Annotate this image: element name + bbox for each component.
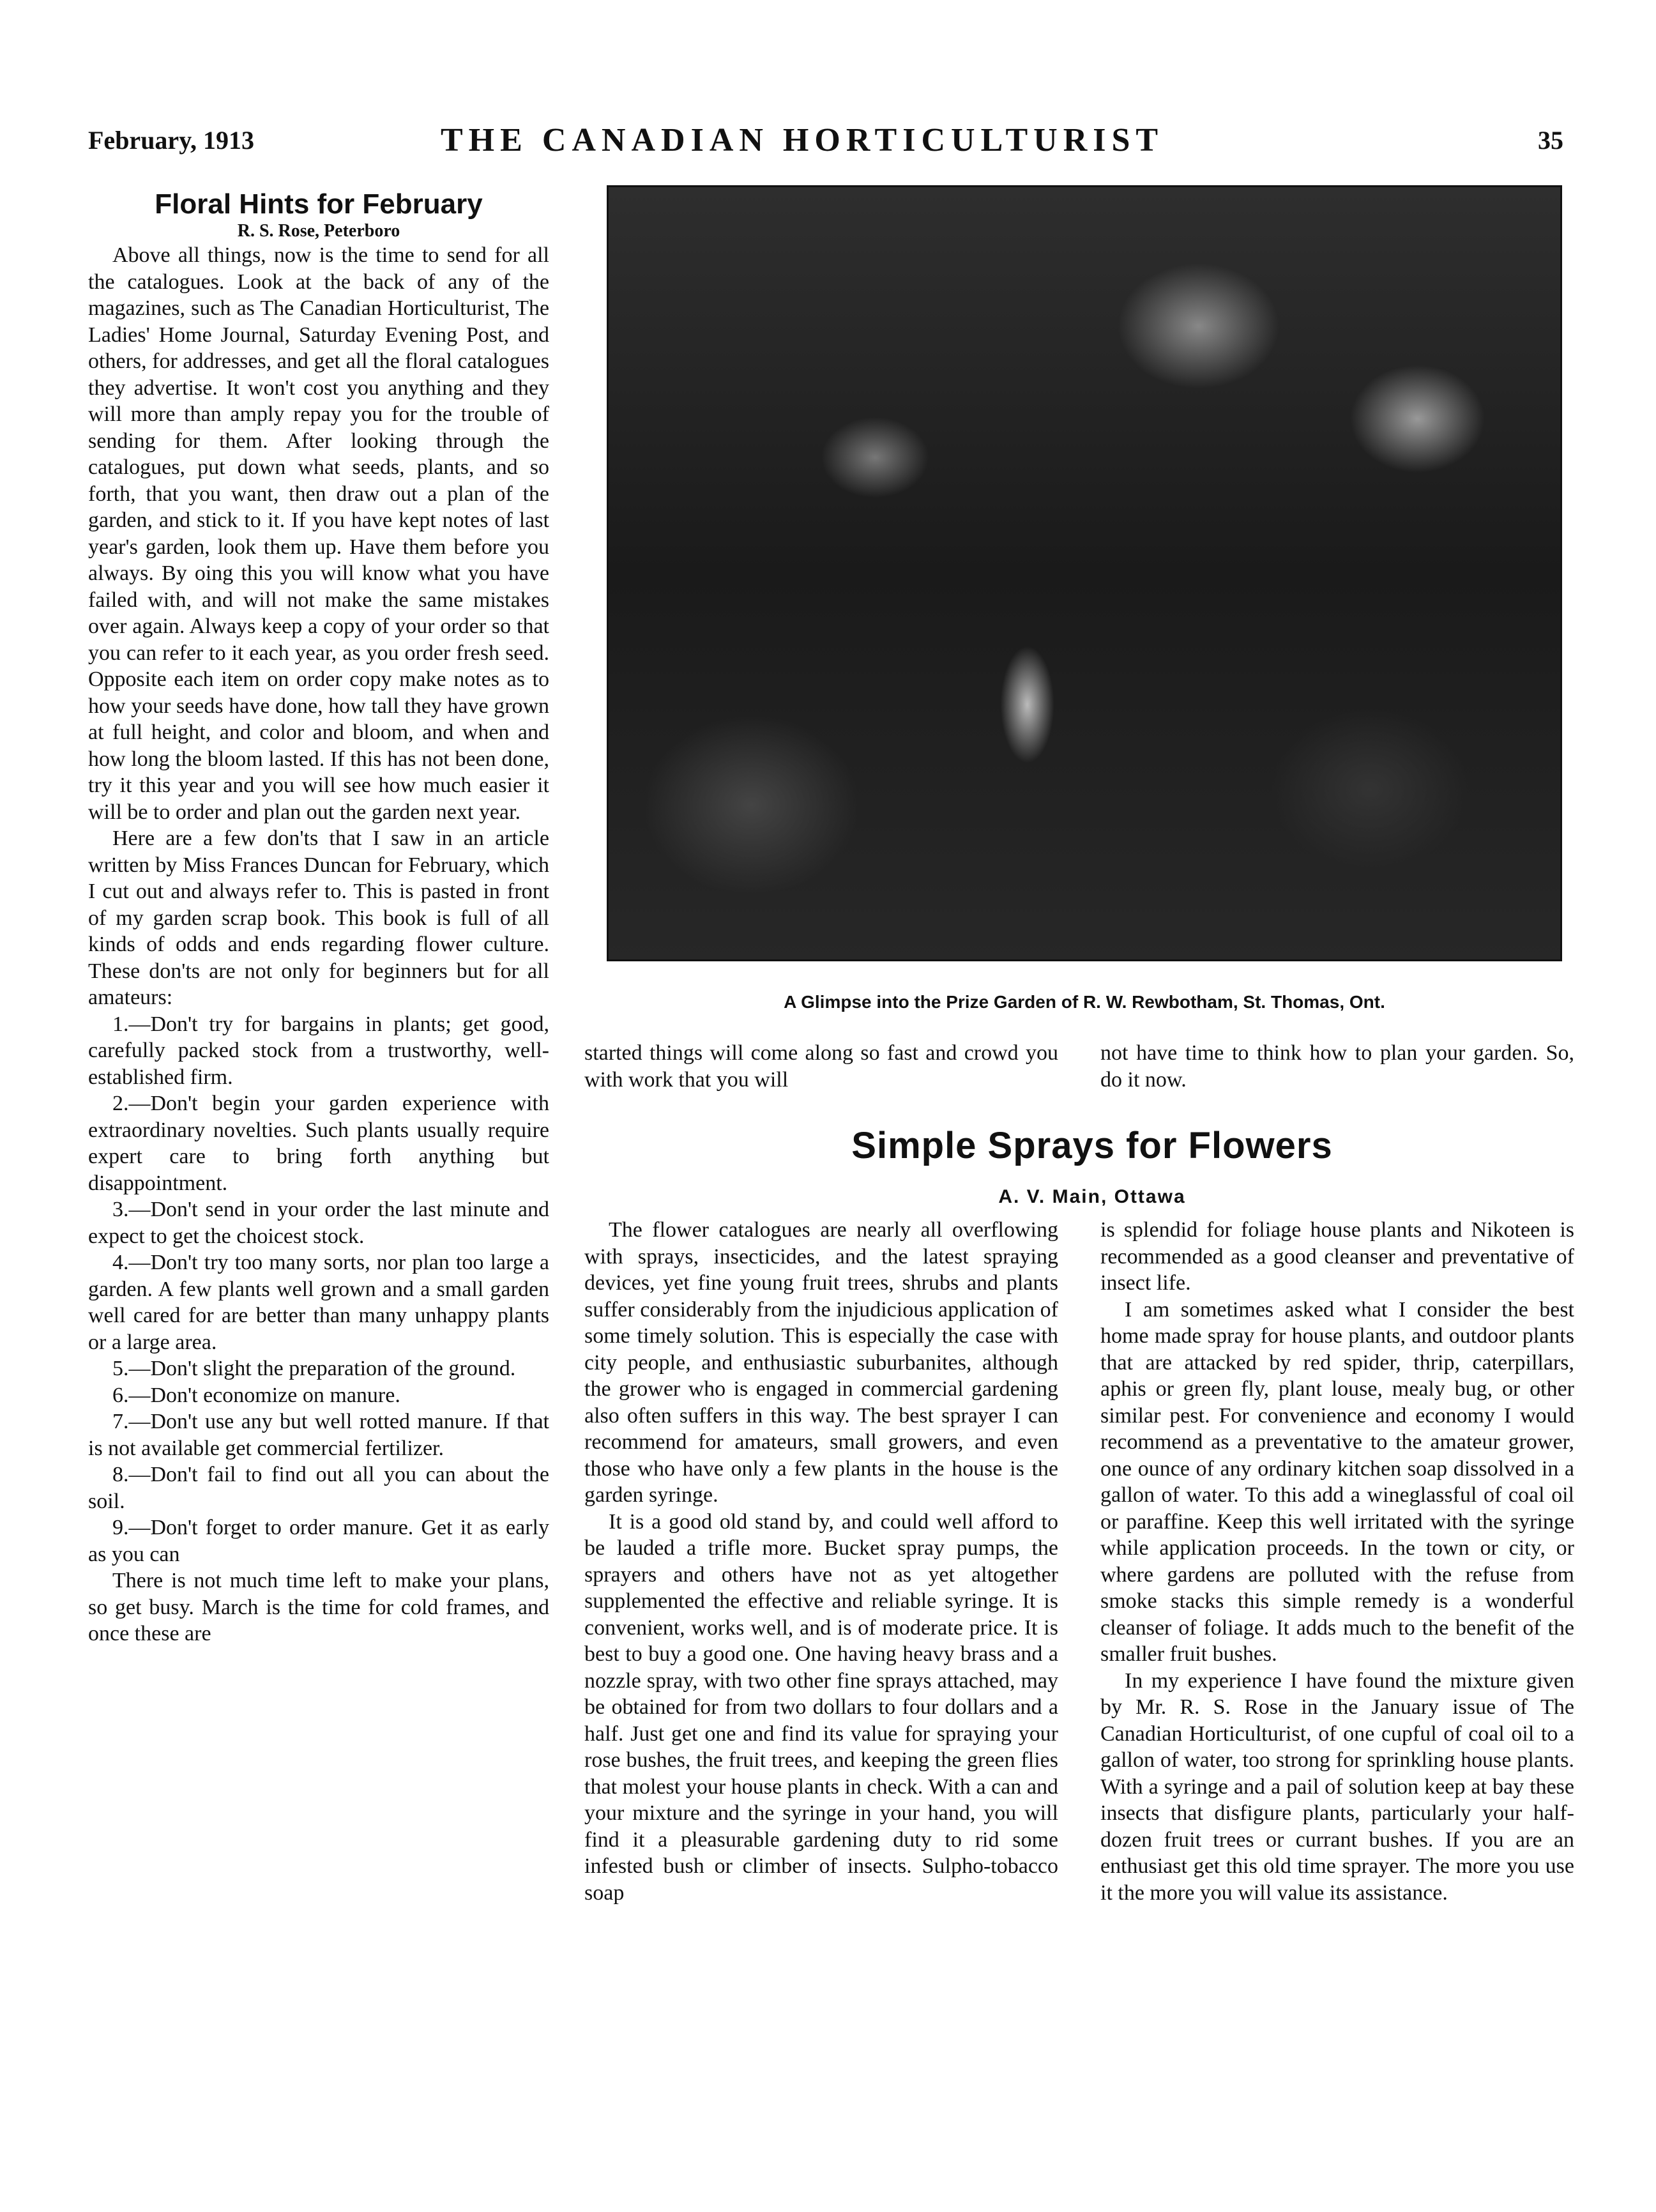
page-number: 35: [1538, 126, 1563, 155]
dont-item-9: 9.—Don't forget to order manure. Get it as early as you can: [88, 1516, 549, 1566]
dont-item-2: 2.—Don't begin your garden experience with extraordinary novelties. Such plants usually require expert care to bring forth anything but disappointment.: [88, 1092, 549, 1195]
floral-paragraph-3: There is not much time left to make your plans, so get busy. March is the time for cold frames, and once these are: [88, 1569, 549, 1645]
dont-item-3: 3.—Don't send in your order the last minute and expect to get the choicest stock.: [88, 1198, 549, 1248]
dont-item-6: 6.—Don't economize on manure.: [112, 1383, 400, 1407]
simple-sprays-byline: A. V. Main, Ottawa: [998, 1186, 1186, 1207]
dont-item-1: 1.—Don't try for bargains in plants; get good, carefully packed stock from a trustworthy, well-established firm.: [88, 1012, 549, 1089]
magazine-title: THE CANADIAN HORTICULTURIST: [441, 122, 1164, 158]
running-header: [0, 122, 1656, 170]
sprays-paragraph-5: In my experience I have found the mixture given by Mr. R. S. Rose in the January issue of The Canadian Horticulturist, of one cupful of coal oil to a gallon of water, too strong for sprinkling house plants. With a syringe and a pail of solution keep at bay these insects that disfigure plants, particularly your half-dozen fruit trees or currant bushes. If you are an enthusiast get this old time sprayer. The more you use it the more you will value its assistance.: [1100, 1668, 1574, 1905]
dont-item-7: 7.—Don't use any but well rotted manure. If that is not available get commercial fertilizer.: [88, 1410, 549, 1460]
floral-continuation-text: started things will come along so fast and crowd you with work that you will: [584, 1041, 1058, 1092]
floral-paragraph-2: Here are a few don'ts that I saw in an article written by Miss Frances Duncan for February, which I cut out and always refer to. This is pasted in front of my garden scrap book. This book is full of all kinds of odds and ends regarding flower culture. These don'ts are not only for beginners but for all amateurs:: [88, 827, 549, 1009]
floral-continued-middle: [584, 1040, 1058, 1093]
sprays-paragraph-2: It is a good old stand by, and could well afford to be lauded a trifle more. Bucket spray pumps, the sprayers and others have not as yet altogether supplemented the effective and reliable syringe. It is convenient, works well, and is of moderate price. It is best to buy a good one. One having heavy brass and a nozzle spray, with two other fine sprays attached, may be obtained for from two dollars to four dollars and a half. Just get one and find its value for spraying your rose bushes, the fruit trees, and keeping the green flies that molest your house plants in check. With a can and your mixture and the syringe in your hand, you will find it a pleasurable gardening duty to rid some infested bush or climber of insects. Sulpho-tobacco soap: [584, 1509, 1058, 1905]
floral-continued-right: [1100, 1040, 1574, 1093]
sprays-column-left: [584, 1217, 1058, 1906]
sprays-column-right: [1100, 1217, 1574, 1906]
floral-paragraph-1: Above all things, now is the time to send for all the catalogues. Look at the back of any of the magazines, such as The Canadian Horticulturist, The Ladies' Home Journal, Saturday Evening Post, and others, for addresses, and get all the floral catalogues they advertise. It won't cost you anything and they will more than amply repay you for the trouble of sending for them. After looking through the catalogues, put down what seeds, plants, and so forth, that you want, then draw out a plan of the garden, and stick to it. If you have kept notes of last year's garden, look them up. Have them before you always. By oing this you will know what you have failed with, and will not make the same mistakes over again. Always keep a copy of your order so that you can refer to it each year, as you order fresh seed. Opposite each item on order copy make notes as to how your seeds have done, how tall they have grown at full height, and color and bloom, and when and how long the bloom lasted. If this has not been done, try it this year and you will see how much easier it will be to order and plan out the garden next year.: [88, 243, 549, 824]
sprays-paragraph-4: I am sometimes asked what I consider the best home made spray for house plants, and outdoor plants that are attacked by red spider, thrip, caterpillars, aphis or green fly, plant louse, mealy bug, or other similar pest. For convenience and economy I would recommend as a preventative to the amateur grower, one ounce of any ordinary kitchen soap dissolved in a gallon of water. To this add a wineglassful of coal oil or paraffine. Keep this well irritated with the syringe while application proceeds. In the town or city, or where gardens are polluted with the refuse from smoke stacks this simple remedy is a wonderful cleanser of foliage. It adds much to the benefit of the smaller fruit bushes.: [1100, 1297, 1574, 1666]
issue-date: February, 1913: [88, 126, 254, 155]
floral-conclusion-text: not have time to think how to plan your garden. So, do it now.: [1100, 1041, 1574, 1092]
floral-hints-title: Floral Hints for February: [155, 188, 483, 220]
dont-item-4: 4.—Don't try too many sorts, nor plan too large a garden. A few plants well grown and a small garden well cared for are better than many unhappy plants or a large area.: [88, 1251, 549, 1354]
simple-sprays-title: Simple Sprays for Flowers: [851, 1125, 1333, 1166]
sprays-paragraph-1: The flower catalogues are nearly all overflowing with sprays, insecticides, and the latest spraying devices, yet fine young fruit trees, shrubs and plants suffer considerably from the injudicious application of some timely solution. This is especially the case with city people, and enthusiastic suburbanites, although the grower who is engaged in commercial gardening also often suffers in this way. The best sprayer I can recommend for amateurs, small growers, and even those who have only a few plants in the house is the garden syringe.: [584, 1218, 1058, 1507]
sprays-paragraph-3: is splendid for foliage house plants and Nikoteen is recommended as a good cleanser and preventative of insect life.: [1100, 1218, 1574, 1295]
dont-item-8: 8.—Don't fail to find out all you can about the soil.: [88, 1463, 549, 1513]
photo-caption: A Glimpse into the Prize Garden of R. W. Rewbotham, St. Thomas, Ont.: [784, 992, 1385, 1012]
floral-hints-byline: R. S. Rose, Peterboro: [237, 221, 400, 241]
garden-photo: [607, 185, 1562, 961]
dont-item-5: 5.—Don't slight the preparation of the ground.: [112, 1357, 516, 1380]
floral-hints-column: [88, 188, 549, 1647]
